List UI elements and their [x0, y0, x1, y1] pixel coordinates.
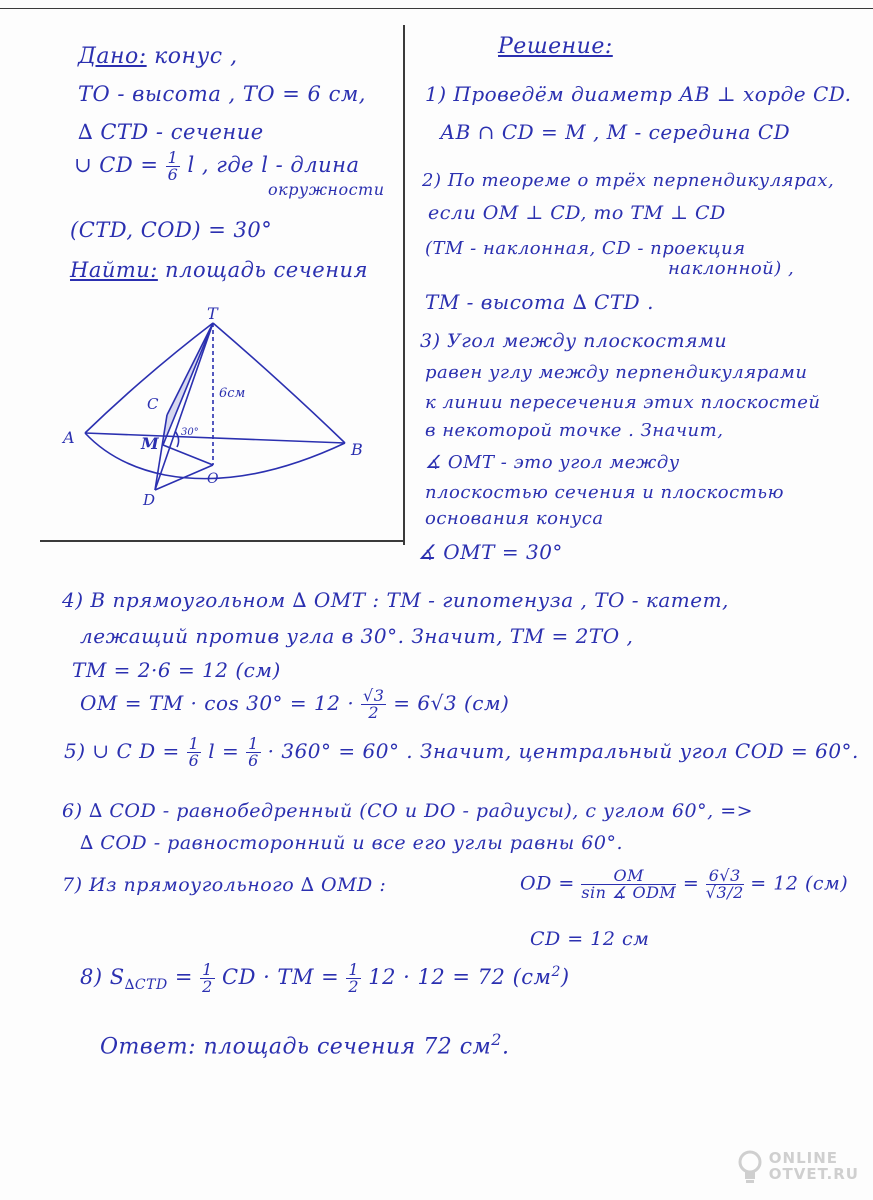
step-3h: ∡ ОМТ = 30° — [418, 540, 563, 564]
step-5-f1n: 1 — [188, 734, 200, 753]
watermark — [737, 1150, 859, 1184]
step-7-f1n: ОМ — [581, 868, 676, 885]
label-6cm: 6см — [219, 386, 246, 401]
angle-arc — [175, 431, 179, 447]
step-7-frac2 — [706, 868, 744, 901]
vertical-divider — [403, 25, 405, 545]
solution-title: Решение: — [498, 34, 613, 59]
find-text: площадь сечения — [157, 258, 368, 282]
step-7-label: 7) Из прямоугольного ∆ ОМD : — [62, 874, 387, 896]
step-3a: 3) Угол между плоскостями — [420, 330, 728, 352]
step-7-eq: = — [676, 872, 706, 895]
given-frac-num: 1 — [167, 148, 179, 167]
step-8-pre: 8) S — [80, 965, 125, 989]
label-O: O — [207, 471, 219, 487]
step-5-f2n: 1 — [248, 734, 259, 753]
step-8-f2d: 2 — [348, 977, 360, 996]
horizontal-divider — [40, 540, 405, 542]
step-7-formula — [520, 868, 848, 901]
step-1a: 1) Проведём диаметр АВ ⊥ хорде СD. — [425, 82, 852, 106]
step-4d-num: √3 — [363, 686, 385, 705]
line-MO — [163, 445, 213, 465]
step-7-f1d: sin ∡ ОDМ — [581, 883, 677, 902]
section-edge-TD — [155, 323, 213, 490]
lightbulb-icon — [737, 1150, 763, 1184]
step-4d-den: 2 — [368, 703, 380, 722]
line-OD — [155, 465, 213, 490]
step-4d-post: = 6√3 (см) — [386, 691, 510, 715]
watermark-line-1: ONLINE — [768, 1149, 839, 1168]
given-length: l , где l - длина — [180, 153, 360, 177]
label-B: B — [351, 440, 363, 459]
step-2b: если ОМ ⊥ СD, то ТМ ⊥ СD — [428, 202, 726, 224]
step-5-frac1 — [187, 736, 202, 769]
given-fraction — [166, 150, 181, 183]
step-7-lhs: ОD = — [520, 872, 582, 895]
answer-text: Ответ: площадь сечения 72 см — [100, 1034, 492, 1060]
given-find — [70, 258, 368, 282]
step-8-f2n: 1 — [348, 960, 360, 979]
step-2d: наклонной) , — [668, 258, 795, 279]
answer-dot: . — [501, 1034, 510, 1060]
step-7-f2d: √3/2 — [705, 883, 744, 902]
step-5-f1d: 6 — [188, 751, 200, 770]
step-8-f1d: 2 — [202, 977, 213, 996]
given-line-3: ∆ СТD - сечение — [78, 120, 264, 144]
cone-diagram — [55, 305, 375, 525]
watermark-text — [769, 1151, 859, 1183]
step-1b: АВ ∩ СD = М , М - середина СD — [440, 120, 791, 144]
watermark-line-2: OTVET.RU — [768, 1165, 859, 1183]
step-3b: равен углу между перпендикулярами — [425, 362, 808, 383]
label-A: A — [63, 428, 75, 447]
diameter-AB — [85, 433, 345, 443]
step-3d: в некоторой точке . Значит, — [425, 420, 724, 441]
answer-sup: 2 — [491, 1030, 502, 1049]
top-border-line — [0, 8, 873, 9]
step-5-mid: l = — [201, 739, 247, 763]
step-8-frac2 — [346, 962, 361, 995]
given-line-4 — [74, 150, 359, 183]
step-3c: к линии пересечения этих плоскостей — [425, 392, 821, 413]
step-7-frac1 — [581, 868, 676, 901]
given-cone: конус , — [146, 44, 238, 69]
step-5-f2d: 6 — [248, 751, 259, 770]
find-title: Найти: — [70, 258, 158, 282]
label-D: D — [143, 491, 156, 509]
step-8-close: ) — [560, 965, 570, 989]
step-8-f1n: 1 — [202, 960, 213, 979]
step-4d-pre: ОМ = ТМ · cos 30° = 12 · — [80, 691, 362, 715]
step-5-pre: 5) ∪ С D = — [64, 739, 187, 763]
step-3e: ∡ ОМТ - это угол между — [425, 452, 680, 473]
step-2e: ТМ - высота ∆ СТD . — [425, 290, 654, 314]
given-line-5: (СТD, СОD) = 30° — [70, 218, 273, 242]
step-3f: плоскостью сечения и плоскостью — [425, 482, 784, 503]
label-C: C — [147, 395, 159, 413]
step-3g: основания конуса — [425, 508, 604, 529]
step-5-post: · 360° = 60° . Значит, центральный угол СОD = 60°. — [260, 739, 859, 763]
label-30deg: 30° — [181, 427, 199, 438]
step-4d — [80, 688, 509, 721]
step-7-res: = 12 (см) — [743, 872, 849, 895]
step-8-sup: 2 — [551, 964, 561, 980]
step-7-cd: СD = 12 см — [530, 928, 650, 950]
step-6a: 6) ∆ СОD - равнобедренный (СО и DО - радиусы), с углом 60°, => — [62, 800, 754, 822]
step-2a: 2) По теореме о трёх перпендикулярах, — [422, 170, 835, 191]
label-M: M — [141, 434, 159, 453]
step-4c: ТМ = 2·6 = 12 (см) — [72, 658, 281, 682]
step-4d-frac — [361, 688, 386, 721]
step-8-sub: ∆СТD — [124, 977, 168, 994]
given-arc: ∪ СD = — [74, 153, 166, 177]
step-4b: лежащий против угла в 30°. Значит, ТМ = 2ТО , — [80, 624, 634, 648]
cone-slant-right — [213, 323, 345, 443]
step-8-mid: СD · ТМ = — [214, 965, 347, 989]
step-5 — [64, 736, 859, 769]
step-8-frac1 — [200, 962, 215, 995]
step-7-f2n: 6√3 — [706, 868, 744, 885]
step-5-frac2 — [246, 736, 261, 769]
label-T: T — [207, 305, 218, 323]
given-frac-den: 6 — [167, 165, 179, 184]
given-line-2: ТО - высота , ТО = 6 см, — [78, 82, 366, 106]
step-8-eq1: = — [167, 965, 201, 989]
step-4a: 4) В прямоугольном ∆ ОМТ : ТМ - гипотенуза , ТО - катет, — [62, 588, 729, 612]
step-8 — [80, 962, 570, 995]
step-8-post: 12 · 12 = 72 (см — [361, 965, 552, 989]
step-2c: (ТМ - наклонная, СD - проекция — [425, 238, 746, 259]
given-line-1 — [78, 44, 238, 69]
given-line-4b: окружности — [268, 180, 385, 199]
step-6b: ∆ СОD - равносторонний и все его углы равны 60°. — [80, 832, 624, 854]
answer-line — [100, 1030, 509, 1059]
given-title: Дано: — [78, 44, 147, 69]
